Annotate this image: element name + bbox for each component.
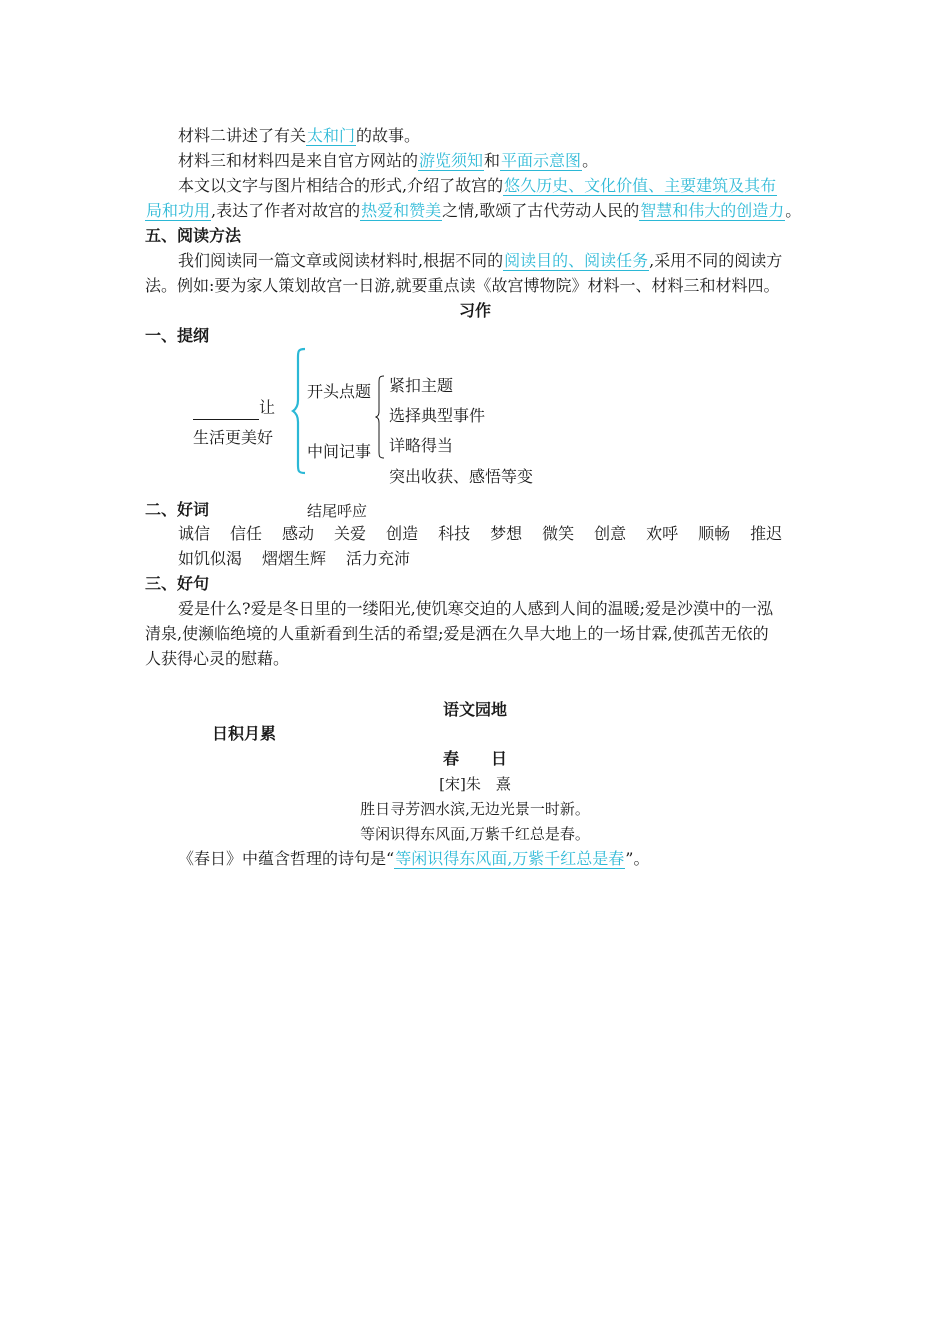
word: 欢呼 [646,524,679,543]
writing-title: 习作 [458,301,491,320]
outline-sub-item: 选择典型事件 [389,406,486,425]
word: 如饥似渴 [178,549,243,568]
method-line-2: 法。例如:要为家人策划故宫一日游,就要重点读《故宫博物院》材料一、材料三和材料四。 [145,276,780,295]
word: 熠熠生辉 [262,549,327,568]
reading-paragraph-3-line-1: 本文以文字与图片相结合的形式,介绍了故宫的悠久历史、文化价值、主要建筑及其布 [178,176,777,195]
outline-branch-opening: 开头点题 [307,382,372,401]
poem-author: [宋]朱 熹 [439,775,511,793]
poem-title: 春 日 [442,749,507,768]
answer-blank: 热爱和赞美 [361,201,442,220]
answer-blank: 阅读目的、阅读任务 [504,251,649,270]
word: 梦想 [490,524,523,543]
word: 诚信 [178,524,211,543]
poem-line-2: 等闲识得东风面,万紫千红总是春。 [360,825,590,843]
outline-sub-item: 紧扣主题 [389,376,454,395]
words-row-1 [178,522,802,546]
word: 感动 [282,524,315,543]
answer-blank: 等闲识得东风面,万紫千红总是春 [395,849,625,868]
reading-paragraph-3-line-2: 局和功用,表达了作者对故宫的热爱和赞美之情,歌颂了古代劳动人民的智慧和伟大的创造力。 [146,201,802,220]
word: 创意 [594,524,627,543]
method-heading: 五、阅读方法 [145,226,242,245]
sentence-line-1: 爱是什么?爱是冬日里的一缕阳光,使饥寒交迫的人感到人间的温暖;爱是沙漠中的一泓 [178,599,774,618]
method-line-1: 我们阅读同一篇文章或阅读材料时,根据不同的阅读目的、阅读任务,采用不同的阅读方 [178,251,783,270]
reading-paragraph-1: 材料二讲述了有关太和门的故事。 [178,126,421,145]
outline-brace-sub [375,375,385,459]
poem-question: 《春日》中蕴含哲理的诗句是“等闲识得东风面,万紫千红总是春”。 [178,849,650,868]
sentence-line-2: 清泉,使濒临绝境的人重新看到生活的希望;爱是洒在久旱大地上的一场甘霖,使孤苦无依的 [145,624,769,643]
answer-blank: 局和功用 [146,201,211,220]
words-row-2 [178,547,430,571]
outline-topic: 让 [193,396,275,420]
word: 微笑 [542,524,575,543]
outline-branch-middle: 中间记事 [307,442,372,461]
word: 关爱 [334,524,367,543]
word: 活力充沛 [346,549,411,568]
answer-blank: 游览须知 [419,151,484,170]
answer-blank: 智慧和伟大的创造力 [640,201,785,220]
outline-brace-main [292,348,306,474]
word: 信任 [230,524,263,543]
sentence-heading: 三、好句 [145,574,210,593]
word: 顺畅 [698,524,731,543]
outline-sub-item: 突出收获、感悟等变 [389,467,534,486]
word: 科技 [438,524,471,543]
word: 推迟 [750,524,783,543]
garden-title: 语文园地 [442,700,507,719]
garden-sub-heading: 日积月累 [212,724,277,743]
outline-sub-item: 详略得当 [389,436,454,455]
outline-branch-ending: 结尾呼应 [307,502,368,520]
poem-line-1: 胜日寻芳泗水滨,无边光景一时新。 [360,800,590,818]
answer-blank: 太和门 [307,126,356,145]
word: 创造 [386,524,419,543]
reading-paragraph-2: 材料三和材料四是来自官方网站的游览须知和平面示意图。 [178,151,599,170]
sentence-line-3: 人获得心灵的慰藉。 [145,649,290,668]
words-heading: 二、好词 [145,500,210,519]
outline-heading: 一、提纲 [145,326,210,345]
outline-topic-line-2: 生活更美好 [193,428,274,447]
answer-blank: 悠久历史、文化价值、主要建筑及其布 [504,176,777,195]
answer-blank: 平面示意图 [501,151,582,170]
topic-blank [193,403,259,420]
